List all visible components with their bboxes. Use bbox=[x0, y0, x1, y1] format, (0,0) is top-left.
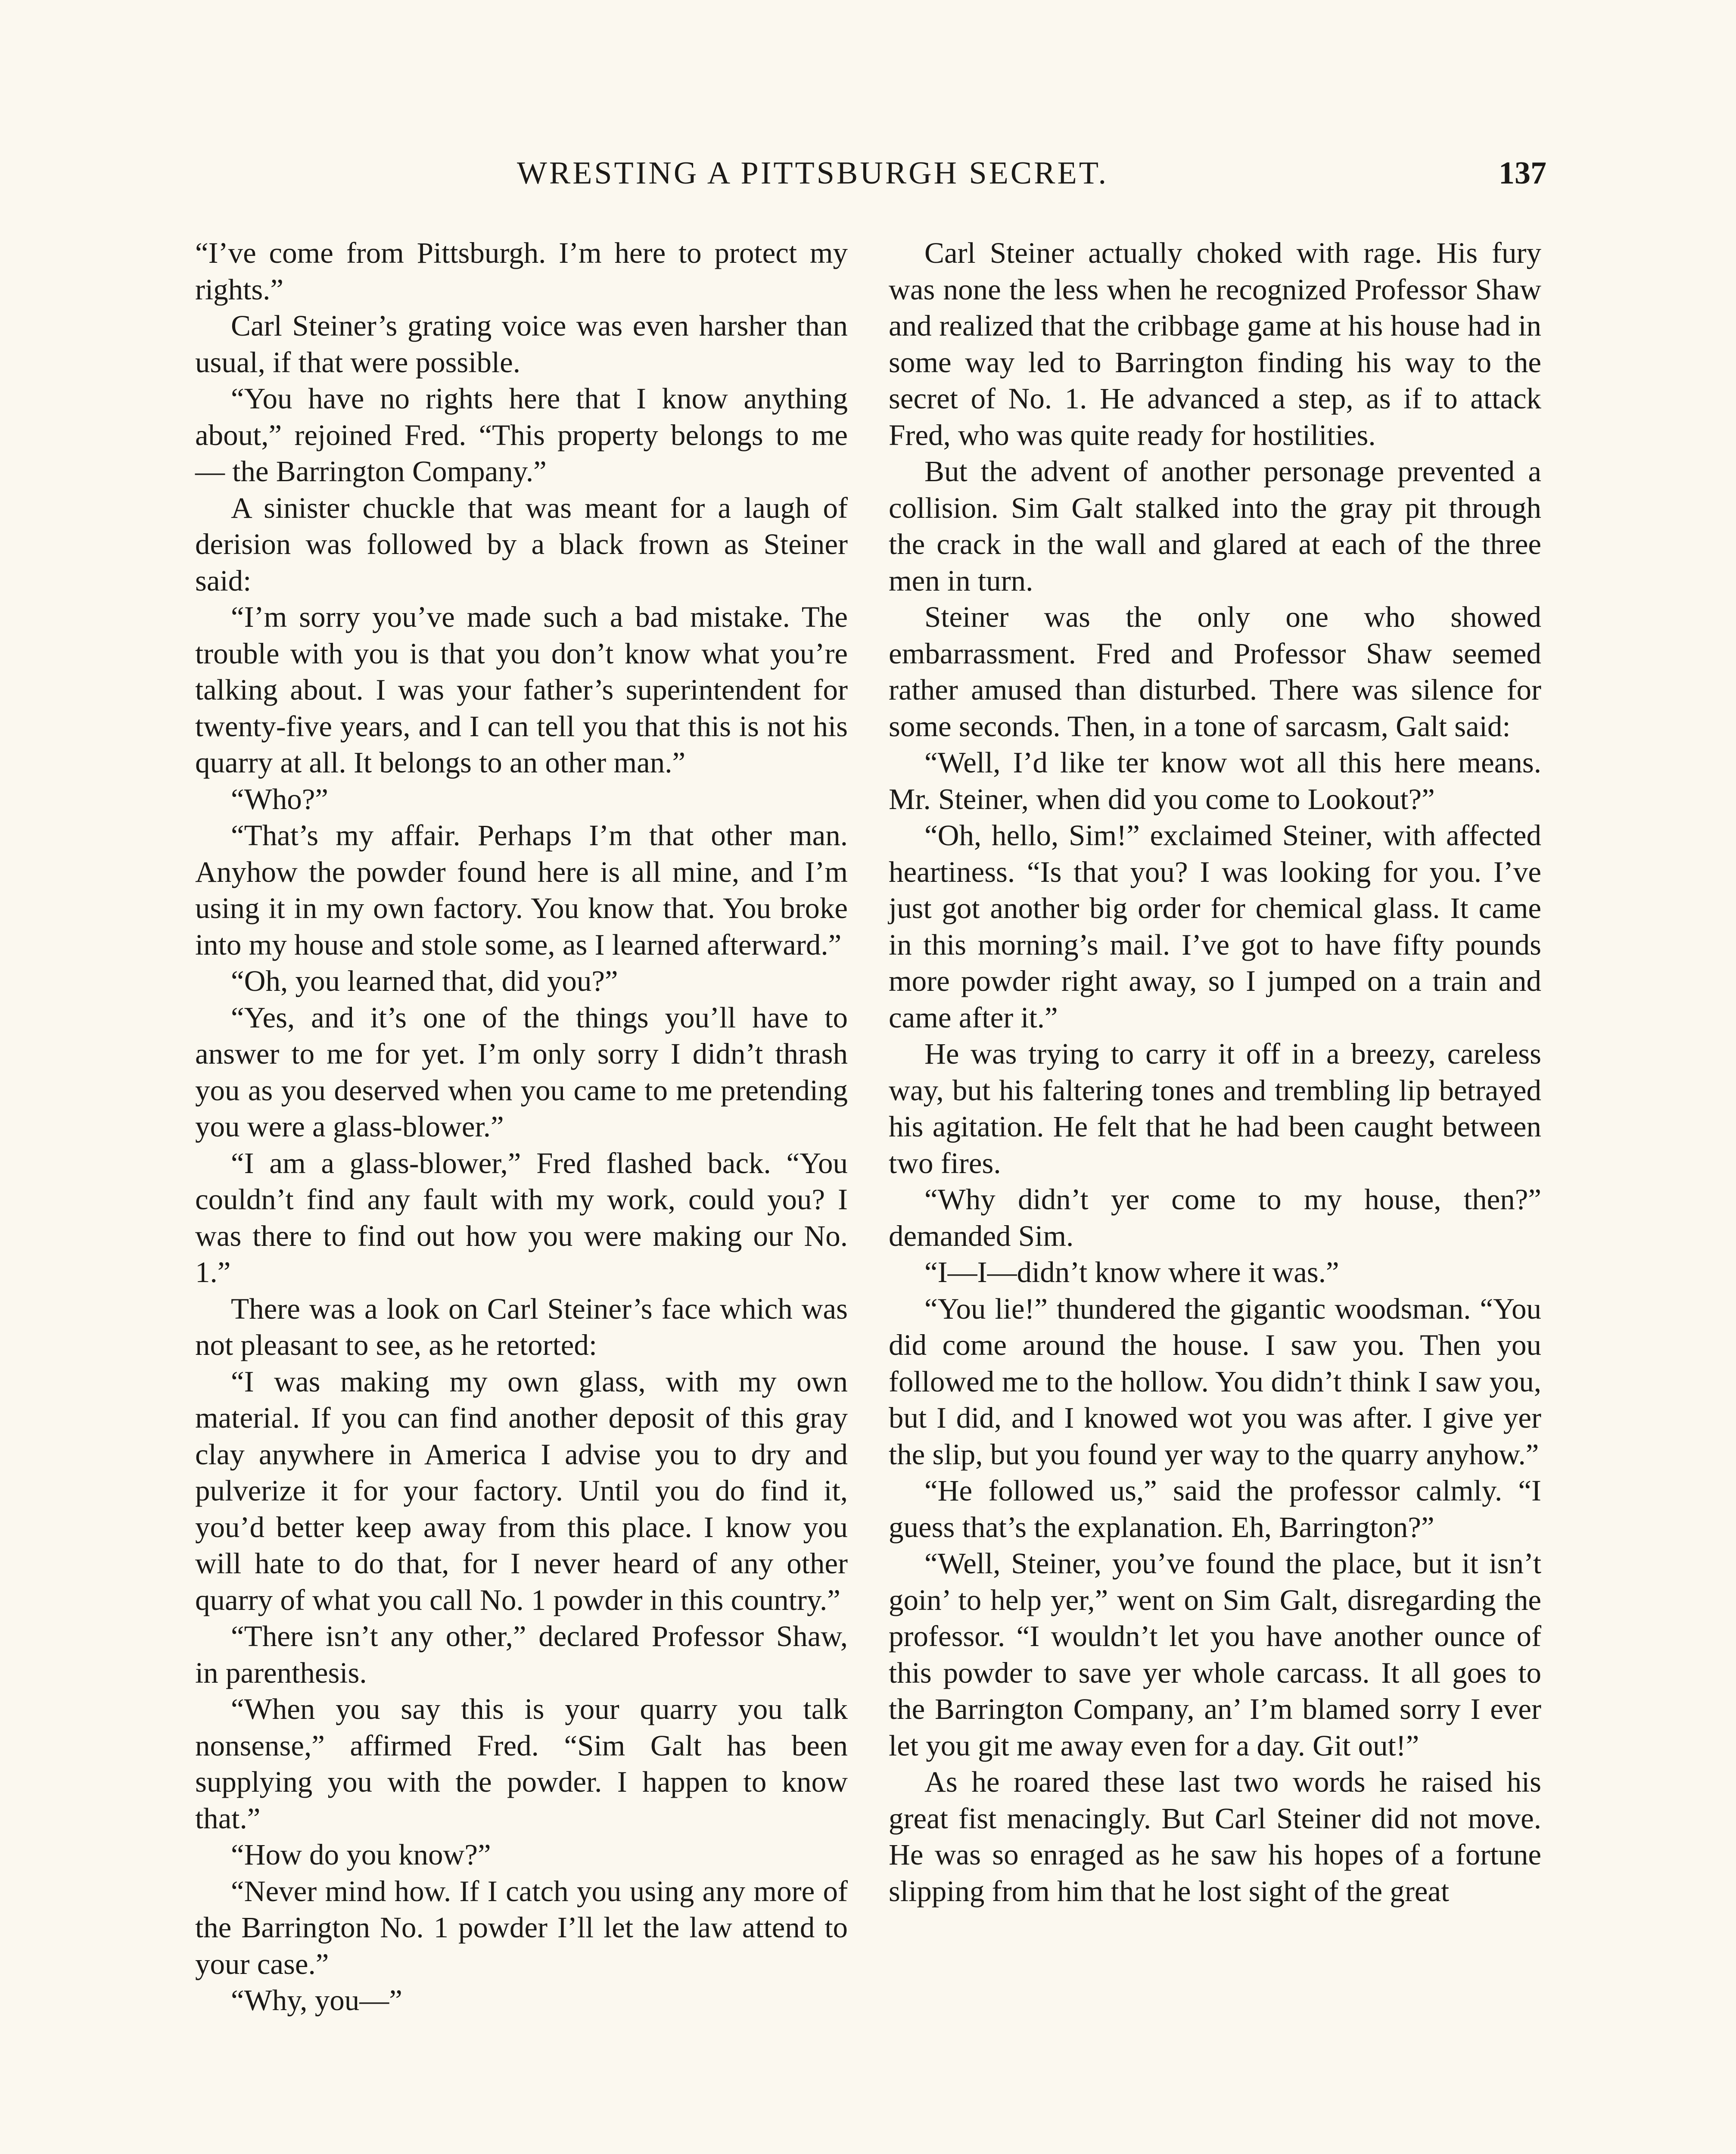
paragraph: “Why didn’t yer come to my house, then?” demanded Sim. bbox=[889, 1183, 1541, 1252]
paragraph: “I—I—didn’t know where it was.” bbox=[924, 1256, 1339, 1289]
paragraph: “I was making my own glass, with my own material. If you can find another deposit of this gray clay anywhere in America I advise you to dry and pulverize it for your factory. Until you do find it, you’d better keep away from this place. I know you will hate to do that, for I never heard of any other quarry of what you call No. 1 powder in this country.” bbox=[195, 1365, 848, 1616]
paragraph: “I am a glass-blower,” Fred flashed back. “You couldn’t find any fault with my work, could you? I was there to find out how you were making our No. 1.” bbox=[195, 1146, 848, 1289]
paragraph: “How do you know?” bbox=[231, 1838, 491, 1871]
paragraph: There was a look on Carl Steiner’s face which was not pleasant to see, as he retorted: bbox=[195, 1292, 848, 1361]
paragraph: “There isn’t any other,” declared Professor Shaw, in parenthesis. bbox=[195, 1620, 848, 1689]
paragraph: “You have no rights here that I know anything about,” rejoined Fred. “This property belongs to me — the Barrington Company.” bbox=[195, 382, 848, 488]
paragraph: A sinister chuckle that was meant for a laugh of derision was followed by a black frown as Steiner said: bbox=[195, 491, 848, 597]
paragraph: “Yes, and it’s one of the things you’ll have to answer to me for yet. I’m only sorry I didn’t thrash you as you deserved when you came to me pretending you were a glass-blower.” bbox=[195, 1001, 848, 1143]
page-number: 137 bbox=[1499, 156, 1546, 191]
paragraph: “You lie!” thundered the gigantic woodsman. “You did come around the house. I saw you. Then you followed me to the hollow. You didn’t think I saw you, but I did, and I knowed wot you was after. I give yer the slip, but you found yer way to the quarry anyhow.” bbox=[889, 1292, 1541, 1471]
paragraph: “Oh, you learned that, did you?” bbox=[231, 965, 618, 997]
running-title: WRESTING A PITTSBURGH SECRET. bbox=[517, 156, 1108, 191]
paragraph: But the advent of another personage prevented a collision. Sim Galt stalked into the gray pit through the crack in the wall and glared at each of the three men in turn. bbox=[889, 455, 1541, 597]
paragraph: “Well, Steiner, you’ve found the place, but it isn’t goin’ to help yer,” went on Sim Galt, disregarding the professor. “I wouldn’t let you have another ounce of this powder to save yer whole carcass. It all goes to the Barrington Company, an’ I’m blamed sorry I ever let you git me away even for a day. Git out!” bbox=[889, 1547, 1541, 1762]
paragraph: “He followed us,” said the professor calmly. “I guess that’s the explanation. Eh, Barrington?” bbox=[889, 1474, 1541, 1544]
paragraph: “Never mind how. If I catch you using any more of the Barrington No. 1 powder I’ll let the law attend to your case.” bbox=[195, 1874, 848, 1980]
paragraph: He was trying to carry it off in a breezy, careless way, but his faltering tones and trembling lip betrayed his agitation. He felt that he had been caught between two fires. bbox=[889, 1037, 1541, 1180]
right-column bbox=[889, 235, 1541, 1909]
paragraph: Carl Steiner actually choked with rage. His fury was none the less when he recognized Professor Shaw and realized that the cribbage game at his house had in some way led to Barrington finding his way to the secret of No. 1. He advanced a step, as if to attack Fred, who was quite ready for hostilities. bbox=[889, 237, 1541, 451]
paragraph: “Who?” bbox=[231, 782, 329, 816]
paragraph: “When you say this is your quarry you talk nonsense,” affirmed Fred. “Sim Galt has been supplying you with the powder. I happen to know that.” bbox=[195, 1693, 848, 1835]
left-column bbox=[195, 235, 848, 2019]
paragraph: “I’ve come from Pittsburgh. I’m here to protect my rights.” bbox=[195, 237, 848, 306]
paragraph: “Why, you—” bbox=[231, 1984, 402, 2017]
paragraph: “I’m sorry you’ve made such a bad mistake. The trouble with you is that you don’t know what you’re talking about. I was your father’s superintendent for twenty-five years, and I can tell you that this is not his quarry at all. It belongs to an other man.” bbox=[195, 601, 848, 779]
paragraph: “Well, I’d like ter know wot all this here means. Mr. Steiner, when did you come to Lookout?” bbox=[889, 746, 1541, 816]
page-header bbox=[196, 155, 1546, 202]
paragraph: Steiner was the only one who showed embarrassment. Fred and Professor Shaw seemed rather amused than disturbed. There was silence for some seconds. Then, in a tone of sarcasm, Galt said: bbox=[889, 601, 1541, 743]
paragraph: “That’s my affair. Perhaps I’m that other man. Anyhow the powder found here is all mine, and I’m using it in my own factory. You know that. You broke into my house and stole some, as I learned afterward.” bbox=[195, 819, 848, 961]
paragraph: Carl Steiner’s grating voice was even harsher than usual, if that were possible. bbox=[195, 309, 848, 379]
paragraph: “Oh, hello, Sim!” exclaimed Steiner, with affected heartiness. “Is that you? I was looking for you. I’ve just got another big order for chemical glass. It came in this morning’s mail. I’ve got to have fifty pounds more powder right away, so I jumped on a train and came after it.” bbox=[889, 819, 1541, 1034]
paragraph: As he roared these last two words he raised his great fist menacingly. But Carl Steiner did not move. He was so enraged as he saw his hopes of a fortune slipping from him that he lost sight of the great bbox=[889, 1765, 1541, 1908]
